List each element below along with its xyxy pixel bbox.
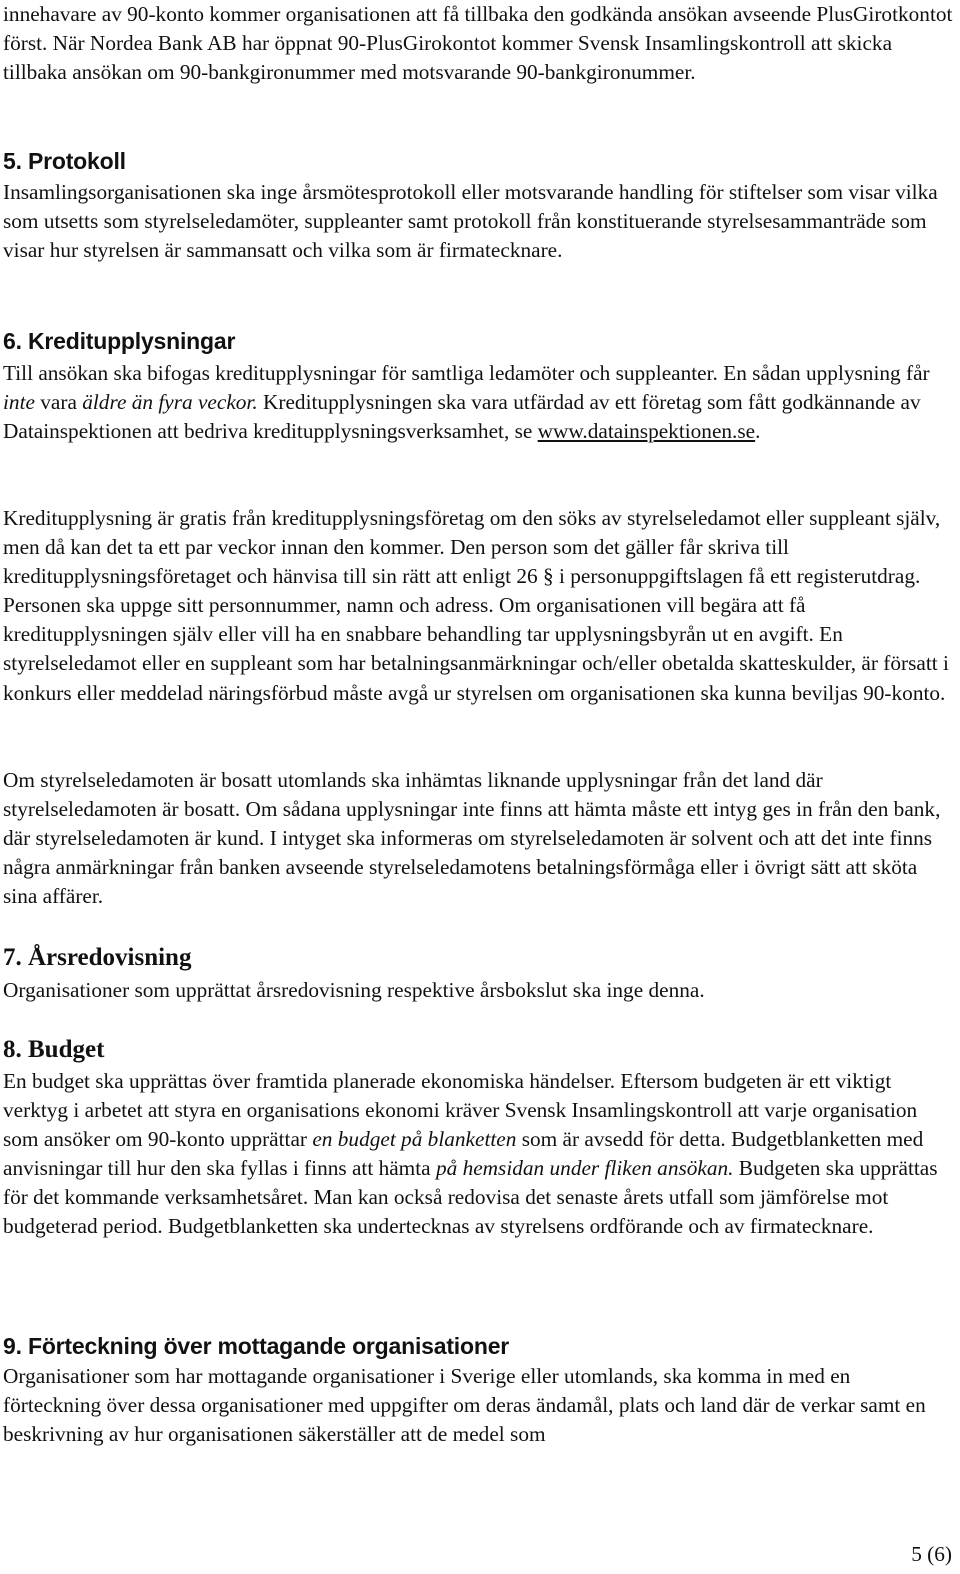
page-number: 5 (6) [911,1542,952,1566]
section-6-text-a: Till ansökan ska bifogas kreditupplysningar för samtliga ledamöter och suppleanter. En sådan upplysning får [3,361,930,385]
section-5-heading: 5. Protokoll [3,148,126,174]
section-6-heading: 6. Kreditupplysningar [3,328,236,354]
section-7-paragraph: Organisationer som upprättat årsredovisning respektive årsbokslut ska inge denna. [3,978,705,1002]
section-8-heading: 8. Budget [3,1036,105,1063]
section-8-emphasis-hemsidan: på hemsidan under fliken ansökan. [435,1156,734,1181]
section-7-heading: 7. Årsredovisning [3,944,192,971]
section-6-emphasis-age: äldre än fyra veckor. [82,390,258,415]
section-8-emphasis-blankett: en budget på blanketten [312,1127,517,1152]
section-6-text-d: . [755,419,761,444]
section-6-text-b: vara [34,390,83,415]
section-6-paragraph-1 [3,359,953,446]
section-8-paragraph [3,1067,953,1242]
section-8-text-b: som är avsedd för detta. Budgetblanketten med anvisningar till hur den ska fyllas i finns att hämta [3,1127,924,1181]
datainspektionen-link[interactable]: www.datainspektionen.se [537,419,756,444]
section-8-text-a: En budget ska upprättas över framtida planerade ekonomiska händelser. Eftersom budgeten är ett viktigt verktyg i arbetet att styra en organisations ekonomi kräver Svensk Insamlingskontroll att varje organisation som ansöker om 90-konto upprättar [3,1069,918,1152]
section-5-paragraph: Insamlingsorganisationen ska inge årsmötesprotokoll eller motsvarande handling för stiftelser som visar vilka som utsetts som styrelseledamöter, suppleanter samt protokoll från konstituerande styrelsesammanträde som visar hur styrelsen är sammansatt och vilka som är firmatecknare. [3,180,938,263]
section-8-text-c: Budgeten ska upprättas för det kommande verksamhetsåret. Man kan också redovisa det senaste årets utfall som jämförelse mot budgeterad period. Budgetblanketten ska undertecknas av styrelsens ordförande och av firmatecknare. [3,1156,938,1239]
section-6-paragraph-2: Kreditupplysning är gratis från kreditupplysningsföretag om den söks av styrelseledamot eller suppleant själv, men då kan det ta ett par veckor innan den kommer. Den person som det gäller får skriva till kreditupplysningsföretaget och hänvisa till sin rätt att enligt 26 § i personuppgiftslagen få ett registerutdrag. Personen ska uppge sitt personnummer, namn och adress. Om organisationen vill begära att få kreditupplysningen själv eller vill ha en snabbare behandling tar upplysningsbyrån ut en avgift. En styrelseledamot eller en suppleant som har betalningsanmärkningar och/eller obetalda skatteskulder, är försatt i konkurs eller meddelad näringsförbud måste avgå ur styrelsen om organisationen ska kunna beviljas 90-konto. [3,506,949,705]
section-9-paragraph: Organisationer som har mottagande organisationer i Sverige eller utomlands, ska komma in med en förteckning över dessa organisationer med uppgifter om deras ändamål, plats och land där de verkar samt en beskrivning av hur organisationen säkerställer att de medel som [3,1364,926,1447]
intro-paragraph: innehavare av 90-konto kommer organisationen att få tillbaka den godkända ansökan avseende PlusGirotkontot först. När Nordea Bank AB har öppnat 90-PlusGirokontot kommer Svensk Insamlingskontroll att skicka tillbaka ansökan om 90-bankgironummer med motsvarande 90-bankgironummer. [3,2,953,85]
section-6-emphasis-inte: inte [3,390,35,415]
section-6-text-c: Kreditupplysningen ska vara utfärdad av ett företag som fått godkännande av Datainspektionen att bedriva kreditupplysningsverksamhet, se [3,390,921,444]
section-9-heading: 9. Förteckning över mottagande organisationer [3,1333,510,1359]
section-6-paragraph-3: Om styrelseledamoten är bosatt utomlands ska inhämtas liknande upplysningar från det land där styrelseledamoten är bosatt. Om sådana upplysningar inte finns att hämta måste ett intyg ges in från den bank, där styrelseledamoten är kund. I intyget ska informeras om styrelseledamoten är solvent och att det inte finns några anmärkningar från banken avseende styrelseledamotens betalningsförmåga eller i övrigt sätt att sköta sina affärer. [3,768,941,909]
